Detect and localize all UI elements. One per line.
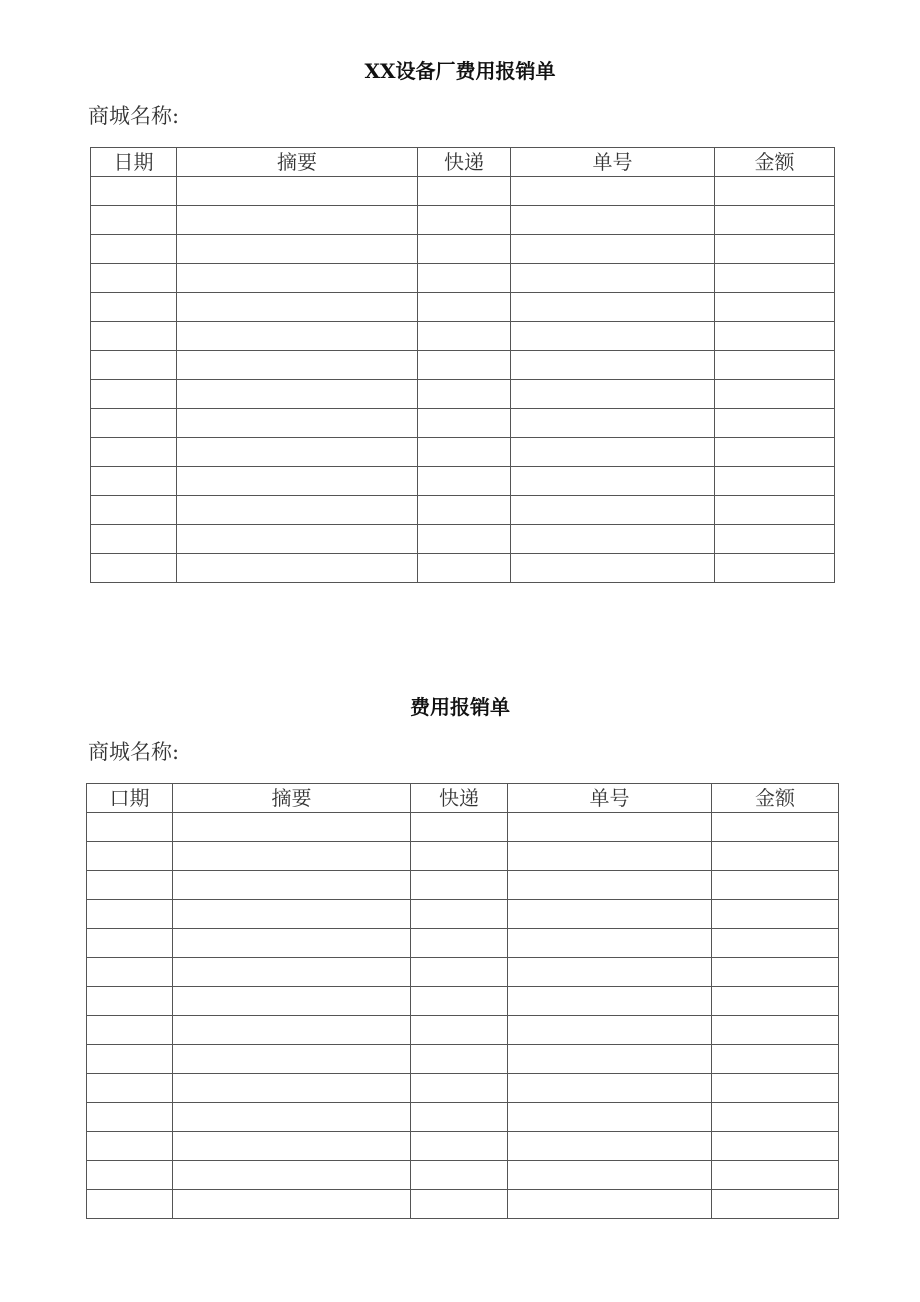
summary-cell[interactable] [177,322,418,351]
amount-cell[interactable] [715,554,835,583]
amount-cell[interactable] [715,264,835,293]
summary-cell[interactable] [173,1074,411,1103]
courier-cell[interactable] [411,1074,508,1103]
summary-cell[interactable] [177,380,418,409]
courier-cell[interactable] [411,842,508,871]
column-header-date: 口期 [87,784,173,813]
table-row [87,1161,839,1190]
summary-cell[interactable] [173,1016,411,1045]
summary-cell[interactable] [173,958,411,987]
date-cell[interactable] [87,1190,173,1219]
date-cell[interactable] [87,1016,173,1045]
table-row [91,322,835,351]
amount-cell[interactable] [712,900,839,929]
table-row [91,409,835,438]
order-number-cell[interactable] [511,351,715,380]
summary-cell[interactable] [173,987,411,1016]
form1-expense-table [90,147,835,583]
order-number-cell[interactable] [508,1045,712,1074]
courier-cell[interactable] [411,1103,508,1132]
amount-cell[interactable] [712,1190,839,1219]
date-cell[interactable] [91,293,177,322]
date-cell[interactable] [91,264,177,293]
date-cell[interactable] [87,1161,173,1190]
order-number-cell[interactable] [511,409,715,438]
amount-cell[interactable] [715,206,835,235]
date-cell[interactable] [87,987,173,1016]
order-number-cell[interactable] [508,1190,712,1219]
amount-cell[interactable] [712,813,839,842]
amount-cell[interactable] [715,525,835,554]
courier-cell[interactable] [418,177,511,206]
table-row [87,1103,839,1132]
column-header-amount: 金额 [712,784,839,813]
order-number-cell[interactable] [511,438,715,467]
order-number-cell[interactable] [511,554,715,583]
date-cell[interactable] [91,235,177,264]
summary-cell[interactable] [173,929,411,958]
date-cell[interactable] [91,409,177,438]
order-number-cell[interactable] [511,206,715,235]
summary-cell[interactable] [177,351,418,380]
order-number-cell[interactable] [511,264,715,293]
courier-cell[interactable] [418,206,511,235]
order-number-cell[interactable] [508,813,712,842]
courier-cell[interactable] [411,1016,508,1045]
table-row [91,554,835,583]
table-row [87,1045,839,1074]
date-cell[interactable] [91,351,177,380]
date-cell[interactable] [87,929,173,958]
order-number-cell[interactable] [511,467,715,496]
amount-cell[interactable] [712,1016,839,1045]
table-row [91,206,835,235]
summary-cell[interactable] [173,871,411,900]
table-row [87,813,839,842]
amount-cell[interactable] [712,958,839,987]
table-row [91,525,835,554]
date-cell[interactable] [91,554,177,583]
table-row [87,900,839,929]
courier-cell[interactable] [418,525,511,554]
courier-cell[interactable] [411,1161,508,1190]
order-number-cell[interactable] [511,235,715,264]
summary-cell[interactable] [173,1190,411,1219]
summary-cell[interactable] [177,554,418,583]
form1-table-body [91,177,835,583]
column-header-amount: 金额 [715,148,835,177]
amount-cell[interactable] [715,235,835,264]
table-row [91,293,835,322]
courier-cell[interactable] [418,322,511,351]
order-number-cell[interactable] [508,1132,712,1161]
courier-cell[interactable] [411,813,508,842]
amount-cell[interactable] [712,1132,839,1161]
table-row [87,987,839,1016]
date-cell[interactable] [91,322,177,351]
amount-cell[interactable] [712,987,839,1016]
amount-cell[interactable] [712,1045,839,1074]
courier-cell[interactable] [418,438,511,467]
amount-cell[interactable] [712,1103,839,1132]
form2-expense-table [86,783,839,1219]
order-number-cell[interactable] [511,525,715,554]
summary-cell[interactable] [173,1132,411,1161]
table-row [91,177,835,206]
summary-cell[interactable] [177,206,418,235]
date-cell[interactable] [91,177,177,206]
table-row [91,467,835,496]
form1-header-row [91,148,835,177]
amount-cell[interactable] [715,496,835,525]
summary-cell[interactable] [177,525,418,554]
courier-cell[interactable] [418,380,511,409]
amount-cell[interactable] [712,1161,839,1190]
table-row [87,1074,839,1103]
order-number-cell[interactable] [508,1161,712,1190]
date-cell[interactable] [87,900,173,929]
column-header-courier: 快递 [418,148,511,177]
table-row [87,1132,839,1161]
column-header-courier: 快递 [411,784,508,813]
courier-cell[interactable] [418,496,511,525]
order-number-cell[interactable] [508,871,712,900]
amount-cell[interactable] [715,177,835,206]
form2-title: 费用报销单 [410,695,510,719]
date-cell[interactable] [87,958,173,987]
amount-cell[interactable] [712,1074,839,1103]
date-cell[interactable] [91,206,177,235]
table-row [91,438,835,467]
courier-cell[interactable] [411,1045,508,1074]
date-cell[interactable] [87,871,173,900]
summary-cell[interactable] [177,467,418,496]
column-header-date: 日期 [91,148,177,177]
table-row [87,1190,839,1219]
order-number-cell[interactable] [511,293,715,322]
courier-cell[interactable] [418,264,511,293]
order-number-cell[interactable] [508,929,712,958]
amount-cell[interactable] [712,842,839,871]
table-row [91,351,835,380]
summary-cell[interactable] [173,813,411,842]
order-number-cell[interactable] [508,1074,712,1103]
column-header-summary: 摘要 [173,784,411,813]
amount-cell[interactable] [715,380,835,409]
summary-cell[interactable] [177,177,418,206]
form1-title: XX设备厂费用报销单 [364,59,556,83]
order-number-cell[interactable] [508,987,712,1016]
column-header-summary: 摘要 [177,148,418,177]
form2-table-body [87,813,839,1219]
amount-cell[interactable] [715,409,835,438]
amount-cell[interactable] [715,438,835,467]
column-header-order-number: 单号 [511,148,715,177]
order-number-cell[interactable] [508,958,712,987]
table-row [91,380,835,409]
summary-cell[interactable] [177,438,418,467]
order-number-cell[interactable] [508,1016,712,1045]
amount-cell[interactable] [715,293,835,322]
courier-cell[interactable] [418,409,511,438]
date-cell[interactable] [91,496,177,525]
column-header-order-number: 单号 [508,784,712,813]
form2-header-row [87,784,839,813]
summary-cell[interactable] [177,235,418,264]
summary-cell[interactable] [177,293,418,322]
form1-shop-label: 商城名称: [88,104,180,128]
date-cell[interactable] [91,380,177,409]
date-cell[interactable] [87,842,173,871]
date-cell[interactable] [87,1132,173,1161]
courier-cell[interactable] [411,987,508,1016]
summary-cell[interactable] [177,496,418,525]
form2-shop-label: 商城名称: [88,740,180,764]
courier-cell[interactable] [411,871,508,900]
date-cell[interactable] [87,1103,173,1132]
courier-cell[interactable] [411,1132,508,1161]
courier-cell[interactable] [411,900,508,929]
order-number-cell[interactable] [511,496,715,525]
table-row [91,496,835,525]
date-cell[interactable] [87,1074,173,1103]
table-row [91,264,835,293]
order-number-cell[interactable] [511,177,715,206]
courier-cell[interactable] [411,1190,508,1219]
summary-cell[interactable] [173,1045,411,1074]
order-number-cell[interactable] [508,1103,712,1132]
table-row [87,929,839,958]
table-row [91,235,835,264]
amount-cell[interactable] [715,322,835,351]
courier-cell[interactable] [418,235,511,264]
amount-cell[interactable] [715,351,835,380]
date-cell[interactable] [91,467,177,496]
summary-cell[interactable] [177,264,418,293]
table-row [87,871,839,900]
amount-cell[interactable] [712,929,839,958]
amount-cell[interactable] [715,467,835,496]
amount-cell[interactable] [712,871,839,900]
courier-cell[interactable] [411,929,508,958]
table-row [87,1016,839,1045]
date-cell[interactable] [87,813,173,842]
table-row [87,958,839,987]
summary-cell[interactable] [173,842,411,871]
summary-cell[interactable] [173,1161,411,1190]
summary-cell[interactable] [177,409,418,438]
order-number-cell[interactable] [508,900,712,929]
courier-cell[interactable] [411,958,508,987]
date-cell[interactable] [87,1045,173,1074]
order-number-cell[interactable] [511,322,715,351]
order-number-cell[interactable] [511,380,715,409]
courier-cell[interactable] [418,293,511,322]
order-number-cell[interactable] [508,842,712,871]
summary-cell[interactable] [173,900,411,929]
date-cell[interactable] [91,438,177,467]
date-cell[interactable] [91,525,177,554]
table-row [87,842,839,871]
courier-cell[interactable] [418,554,511,583]
courier-cell[interactable] [418,351,511,380]
summary-cell[interactable] [173,1103,411,1132]
courier-cell[interactable] [418,467,511,496]
